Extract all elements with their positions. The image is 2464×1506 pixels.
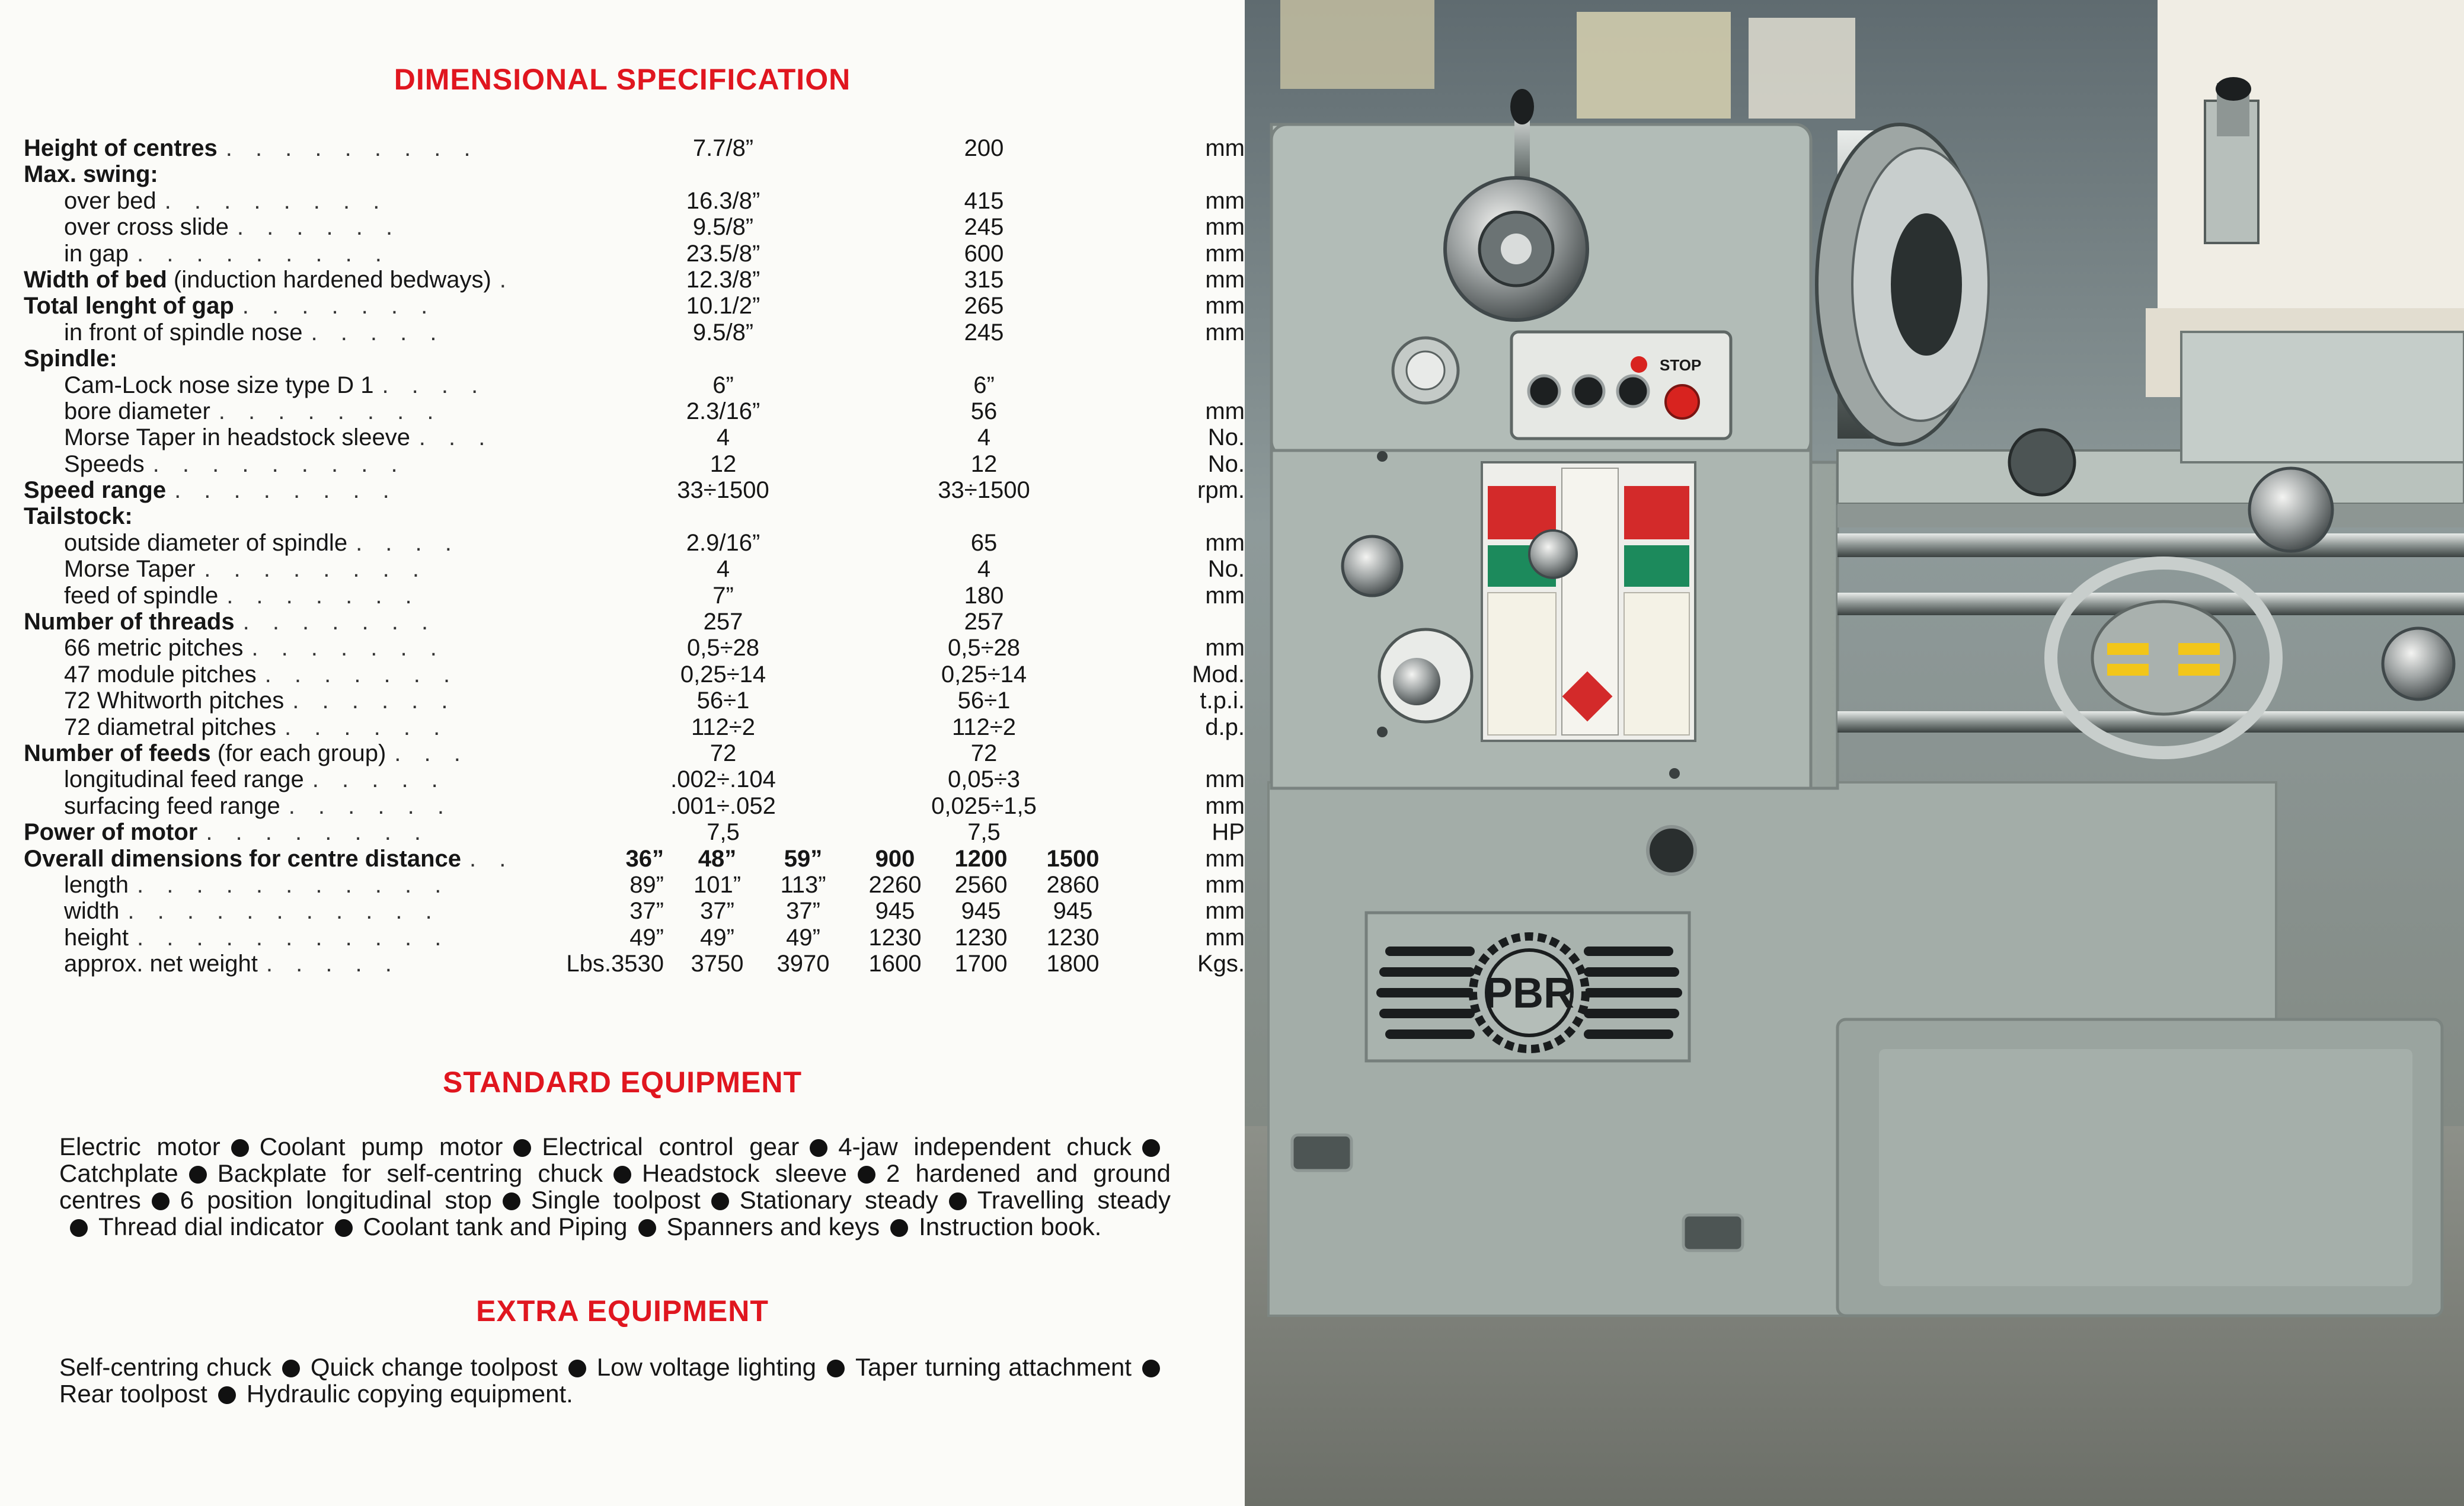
imperial-value: 7” [712,582,734,609]
spec-label-text: Total lenght of gap [24,293,234,319]
leader-dots: . . . . . . . . [218,398,442,424]
leader-dots: . . . . . . . . [174,477,398,504]
unit-label: mm [1205,135,1245,161]
unit-label: HP [1212,819,1245,846]
leader-dots: . . . . . . . . . [136,240,390,267]
imperial-value: 33÷1500 [677,477,769,504]
overall-dimension-value: 3970 [776,951,830,977]
overall-dimension-row [24,924,1245,951]
spec-label-text: 66 metric pitches [64,635,244,661]
equipment-item: Backplate for self-centring chuck [217,1159,603,1187]
overall-dimension-value: 1230 [868,924,922,951]
spec-row [24,450,1245,477]
spec-label [24,477,166,503]
spec-row [24,582,1245,609]
spec-row [24,187,1245,214]
spec-label-text: 47 module pitches [64,661,257,688]
leader-dots: . . . . . . . . . [152,450,406,477]
leader-dots: . . . [394,740,469,766]
spec-label-text: longitudinal feed range [64,766,304,793]
equipment-item: Thread dial indicator [98,1213,324,1240]
spec-label-text: Width of bed [24,266,167,293]
extra-equipment-list [59,1354,1171,1407]
metric-value: 415 [964,187,1004,214]
spec-label [24,503,133,529]
bullet-icon [189,1166,207,1184]
overall-dimension-value: 1700 [954,951,1008,977]
unit-label: mm [1205,240,1245,267]
unit-label: No. [1207,424,1245,451]
bullet-icon [282,1360,300,1377]
spec-row [24,424,1245,451]
imperial-value: 12 [710,450,737,477]
imperial-value: 23.5/8” [686,240,760,267]
spec-row [24,635,1245,661]
imperial-value: 9.5/8” [692,319,754,346]
spec-label [64,583,218,609]
bullet-icon [231,1139,249,1157]
imperial-value: 2.9/16” [686,529,760,556]
spec-row [24,529,1245,556]
spec-label [24,267,491,293]
spec-label [24,609,235,635]
spec-label [24,135,218,161]
leader-dots: . . . [418,424,494,451]
metric-value: 0,025÷1,5 [931,792,1037,819]
spec-label-text: Speed range [24,477,167,504]
spec-label [64,556,196,582]
spec-label-text: Tailstock: [24,503,133,530]
leader-dots: . . . . . . . . . . . [136,924,450,951]
spec-label-text: over cross slide [64,214,229,241]
overall-dimension-value: 113” [780,871,826,898]
unit-label: mm [1205,187,1245,214]
standard-equipment-heading: STANDARD EQUIPMENT [443,1066,802,1099]
spec-label [24,740,386,766]
metric-value: 265 [964,293,1004,319]
spec-label [64,214,229,240]
metric-value: 257 [964,609,1004,635]
bullet-icon [638,1219,656,1237]
overall-dimension-value: 945 [961,898,1001,925]
unit-label: t.p.i. [1200,688,1245,714]
metric-value: 72 [970,740,998,766]
lathe-illustration [1245,0,2464,1506]
pbr-logo-text: PBR [1484,970,1575,1017]
metric-value: 12 [970,450,998,477]
equipment-item: Coolant pump motor [259,1133,503,1160]
spec-label-text: Spindle: [24,346,117,372]
spec-label [64,188,156,214]
leader-dots: . . . . . . . . . [225,135,479,161]
centre-distance-header: 900 [875,845,915,872]
lathe-photo [1245,0,2464,1506]
imperial-value: .001÷.052 [670,792,776,819]
spec-row [24,688,1245,714]
metric-value: 245 [964,319,1004,346]
bullet-icon [1142,1360,1160,1377]
overall-dimension-row [24,898,1245,925]
imperial-value: 0,5÷28 [686,635,760,661]
imperial-value: .002÷.104 [670,766,776,793]
equipment-item: Rear toolpost [59,1380,207,1408]
imperial-value: 72 [710,740,737,766]
equipment-item: Taper turning attachment [855,1353,1132,1381]
bullet-icon [613,1166,631,1184]
bullet-icon [218,1386,236,1404]
unit-label: mm [1205,635,1245,661]
stop-label: STOP [1660,356,1702,374]
leader-dots: . . . . . . [288,792,452,819]
leader-dots: . . . . . . . . [204,556,427,583]
spec-row [24,372,1233,398]
unit-label: mm [1205,845,1245,872]
spec-label [24,161,158,187]
imperial-value: 0,25÷14 [680,661,766,688]
overall-dimension-value: 945 [1053,898,1093,925]
leader-dots: . . . . . . [237,214,401,241]
spec-row [24,293,1245,319]
equipment-item: Low voltage lighting [596,1353,817,1381]
overall-dimension-label: height [64,924,129,951]
spec-label [64,451,145,477]
unit-label: mm [1205,766,1245,793]
metric-value: 56÷1 [957,688,1011,714]
leader-dots: . . . . . [266,951,400,977]
unit-label: mm [1205,319,1245,346]
spec-row [24,214,1245,241]
unit-label: mm [1205,924,1245,951]
overall-dimension-row [24,871,1245,898]
metric-value: 0,5÷28 [947,635,1021,661]
bullet-icon [711,1192,729,1210]
spec-label [24,346,117,372]
bullet-icon [513,1139,531,1157]
spec-label-text: bore diameter [64,398,210,424]
overall-dimension-value: 37” [629,898,664,925]
leader-dots: . . . . . [311,319,445,346]
overall-dimension-label: approx. net weight [64,951,258,977]
bullet-icon [503,1192,520,1210]
spec-label-text: Number of threads [24,609,235,635]
spec-row [24,714,1245,740]
spec-label-text: Height of centres [24,135,218,161]
metric-value: 7,5 [967,819,1001,846]
spec-label-text: in gap [64,240,129,267]
overall-dimension-label: width [64,898,120,925]
spec-label-text: surfacing feed range [64,792,280,819]
equipment-item: Hydraulic copying equipment. [246,1380,573,1408]
equipment-item: Spanners and keys [666,1213,880,1240]
spec-label-text: Morse Taper in headstock sleeve [64,424,411,451]
bullet-icon [568,1360,586,1377]
metric-value: 112÷2 [952,714,1016,740]
leader-dots: . . . . . . . . . . . [136,871,450,898]
spec-label [64,793,280,819]
spec-row [24,135,1245,161]
leader-dots: . . . . [356,529,460,556]
unit-label: mm [1205,582,1245,609]
overall-dimension-value: 1230 [1046,924,1100,951]
imperial-value: 12.3/8” [686,266,760,293]
bullet-icon [890,1219,908,1237]
spec-label-text: Power of motor [24,819,198,846]
spec-row [24,398,1245,424]
bullet-icon [827,1360,845,1377]
spec-label [64,714,276,740]
unit-label: No. [1207,450,1245,477]
metric-value: 65 [970,529,998,556]
overall-dimension-value: 37” [786,898,820,925]
overall-dimension-value: 89” [629,871,664,898]
metric-value: 4 [977,424,991,451]
equipment-item: Single toolpost [530,1186,701,1214]
overall-dimension-value: 1230 [954,924,1008,951]
equipment-item: Electric motor [59,1133,220,1160]
spec-row [24,766,1245,793]
spec-label-note: (induction hardened bedways) [167,266,491,293]
unit-label: mm [1205,792,1245,819]
spec-row [24,556,1245,583]
metric-value: 56 [970,398,998,424]
spec-row [24,740,1233,766]
overall-dimension-value: 2260 [868,871,922,898]
unit-label: mm [1205,529,1245,556]
spec-row [24,609,1233,635]
leader-dots: . . . . . . . [226,582,420,609]
equipment-item: Electrical control gear [542,1133,800,1160]
imperial-value: 6” [712,372,734,398]
imperial-value: 56÷1 [696,688,750,714]
leader-dots: . . . . [382,372,487,398]
centre-distance-header: 48” [698,845,737,872]
unit-label: mm [1205,871,1245,898]
imperial-value: 257 [703,609,743,635]
leader-dots: . . . . . . [292,688,456,714]
overall-dimension-value: Lbs.3530 [566,951,664,977]
spec-row [24,266,1245,293]
spec-label-text: in front of spindle nose [64,319,303,346]
dimensional-spec-heading: DIMENSIONAL SPECIFICATION [394,63,851,96]
pbr-logo [1366,913,1689,1061]
metric-value: 0,05÷3 [947,766,1021,793]
overall-dimensions-row [24,845,1245,872]
overall-dimension-value: 37” [700,898,734,925]
equipment-item: Catchplate [59,1159,178,1187]
unit-label: mm [1205,214,1245,241]
metric-value: 315 [964,266,1004,293]
spec-row [24,161,1233,187]
equipment-item: Headstock sleeve [642,1159,847,1187]
spec-label [64,319,302,346]
equipment-item: 4-jaw independent chuck [838,1133,1132,1160]
spec-label-note: (for each group) [210,740,386,766]
overall-dimension-value: 49” [700,924,734,951]
overall-dimension-value: 3750 [691,951,744,977]
extra-equipment-heading: EXTRA EQUIPMENT [476,1294,769,1328]
spec-table [24,135,1245,977]
spec-label-text: Number of feeds [24,740,211,766]
imperial-value: 16.3/8” [686,187,760,214]
metric-value: 600 [964,240,1004,267]
bullet-icon [858,1166,875,1184]
spec-row [24,661,1245,688]
metric-value: 180 [964,582,1004,609]
equipment-item: Instruction book. [919,1213,1102,1240]
spec-row [24,477,1245,504]
bullet-icon [1142,1139,1160,1157]
overall-dimension-value: 945 [875,898,915,925]
metric-value: 4 [977,556,991,583]
spec-label [64,398,210,424]
spec-label-text: Max. swing: [24,161,158,188]
overall-dimensions-label: Overall dimensions for centre distance [24,845,462,872]
bullet-icon [810,1139,827,1157]
spec-row [24,240,1245,267]
spec-label [64,635,243,661]
equipment-item: Coolant tank and Piping [363,1213,628,1240]
bullet-icon [335,1219,353,1237]
leader-dots: . . . . . . [284,714,449,740]
spec-label [64,424,410,450]
leader-dots: . . . . . . . . [206,819,430,846]
overall-dimension-value: 2560 [954,871,1008,898]
imperial-value: 10.1/2” [686,293,760,319]
unit-label: Kgs. [1197,951,1245,977]
spec-label-text: 72 Whitworth pitches [64,688,285,714]
equipment-item: Travelling steady [977,1186,1171,1214]
leader-dots: . . . . . . . [264,661,459,688]
metric-value: 245 [964,214,1004,241]
imperial-value: 2.3/16” [686,398,760,424]
imperial-value: 7,5 [707,819,740,846]
spec-label [64,372,373,398]
overall-dimension-value: 49” [786,924,820,951]
equipment-item: Self-centring chuck [59,1353,271,1381]
imperial-value: 112÷2 [691,714,755,740]
metric-value: 6” [973,372,995,398]
unit-label: d.p. [1205,714,1245,740]
imperial-value: 4 [716,424,730,451]
standard-equipment-list [59,1133,1171,1240]
bullet-icon [152,1192,170,1210]
metric-value: 0,25÷14 [941,661,1027,688]
unit-label: No. [1207,556,1245,583]
spec-label-text: over bed [64,187,156,214]
spec-label-text: 72 diametral pitches [64,714,276,740]
centre-distance-header: 1200 [954,845,1008,872]
spec-label [64,766,304,792]
spec-label [64,688,284,714]
leader-dots: . . . . . . . . . . . [127,898,440,925]
leader-dots: . . . . . . . [242,609,437,635]
overall-dimension-value: 1600 [868,951,922,977]
leader-dots: . . . . . . . . [164,187,388,214]
spec-label [24,293,234,319]
leader-dots: . . . . . [312,766,446,793]
bullet-icon [70,1219,88,1237]
centre-distance-header: 36” [625,845,664,872]
unit-label: mm [1205,293,1245,319]
metric-value: 33÷1500 [938,477,1030,504]
spec-row [24,346,1233,372]
imperial-value: 9.5/8” [692,214,754,241]
overall-dimension-value: 2860 [1046,871,1100,898]
equipment-item: Stationary steady [739,1186,938,1214]
imperial-value: 7.7/8” [692,135,754,161]
unit-label: Mod. [1192,661,1245,688]
spec-label-text: outside diameter of spindle [64,529,348,556]
spec-label-text: Morse Taper [64,556,196,583]
overall-dimension-value: 1800 [1046,951,1100,977]
unit-label: rpm. [1197,477,1245,504]
metric-value: 200 [964,135,1004,161]
spec-label-text: feed of spindle [64,582,219,609]
spec-label-text: Speeds [64,450,145,477]
overall-dimension-row [24,951,1245,977]
leader-dots: . . [469,845,514,872]
equipment-item: Quick change toolpost [310,1353,558,1381]
spec-row [24,319,1245,346]
overall-dimension-value: 101” [693,871,742,898]
spec-row [24,503,1233,529]
leader-dots: . [499,266,514,293]
bullet-icon [949,1192,967,1210]
equipment-item: 6 position longitudinal stop [180,1186,492,1214]
spec-label [24,819,197,845]
overall-dimension-label: length [64,871,129,898]
spec-label [64,241,129,267]
leader-dots: . . . . . . . [242,293,436,319]
centre-distance-header: 1500 [1046,845,1100,872]
imperial-value: 4 [716,556,730,583]
centre-distance-header: 59” [784,845,823,872]
spec-label [64,530,347,556]
spec-row [24,792,1245,819]
unit-label: mm [1205,398,1245,424]
equipment-item: 2 hardened and ground centres [59,1159,1171,1214]
spec-row [24,819,1245,846]
overall-dimension-value: 49” [629,924,664,951]
unit-label: mm [1205,898,1245,925]
leader-dots: . . . . . . . [251,635,445,661]
unit-label: mm [1205,266,1245,293]
spec-label [64,661,257,688]
spec-label-text: Cam-Lock nose size type D 1 [64,372,374,398]
